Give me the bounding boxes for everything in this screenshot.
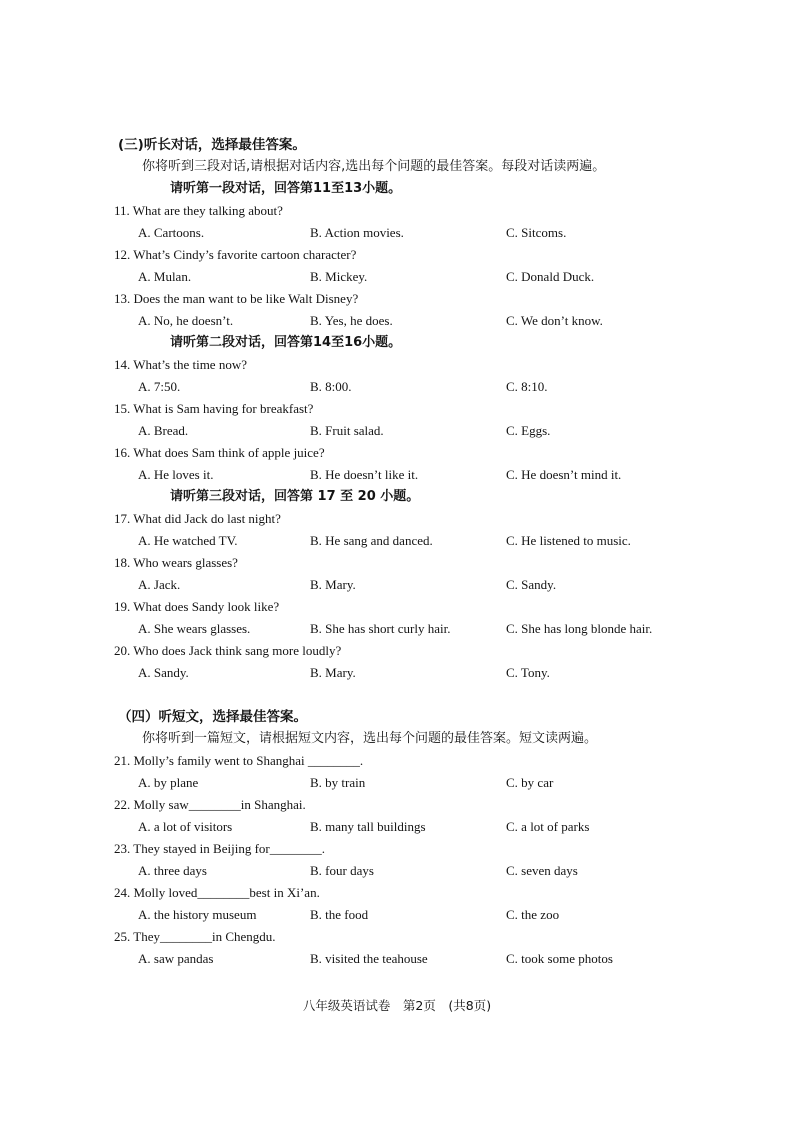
q23-option-c: C. seven days bbox=[506, 863, 578, 878]
q21-option-b: B. by train bbox=[310, 775, 366, 790]
q19-option-c: C. She has long blonde hair. bbox=[506, 621, 653, 636]
q16-option-a: A. He loves it. bbox=[138, 467, 214, 482]
q22-option-b: B. many tall buildings bbox=[310, 819, 426, 834]
q17-option-a: A. He watched TV. bbox=[138, 533, 238, 548]
q12-option-c: C. Donald Duck. bbox=[506, 269, 595, 284]
q16-option-b: B. He doesn’t like it. bbox=[310, 467, 419, 482]
q14-option-c: C. 8:10. bbox=[506, 379, 548, 394]
dialogue-2-heading: 请听第二段对话，回答第14至16小题。 bbox=[170, 335, 402, 350]
question-20: 20. Who does Jack think sang more loudly? bbox=[114, 643, 342, 658]
question-22: 22. Molly saw________in Shanghai. bbox=[114, 797, 306, 812]
question-14: 14. What’s the time now? bbox=[114, 357, 247, 372]
question-18: 18. Who wears glasses? bbox=[114, 555, 238, 570]
q21-option-a: A. by plane bbox=[138, 775, 199, 790]
q20-option-a: A. Sandy. bbox=[138, 665, 189, 680]
question-16: 16. What does Sam think of apple juice? bbox=[114, 445, 325, 460]
page-footer: 八年级英语试卷 第2页 (共8页) bbox=[302, 998, 492, 1013]
q13-option-b: B. Yes, he does. bbox=[310, 313, 393, 328]
q11-option-b: B. Action movies. bbox=[310, 225, 404, 240]
q25-option-c: C. took some photos bbox=[506, 951, 613, 966]
q24-option-a: A. the history museum bbox=[138, 907, 257, 922]
q23-option-b: B. four days bbox=[310, 863, 374, 878]
q24-option-c: C. the zoo bbox=[506, 907, 560, 922]
q19-option-a: A. She wears glasses. bbox=[138, 621, 251, 636]
q14-option-b: B. 8:00. bbox=[310, 379, 352, 394]
q24-option-b: B. the food bbox=[310, 907, 369, 922]
q18-option-a: A. Jack. bbox=[138, 577, 181, 592]
q16-option-c: C. He doesn’t mind it. bbox=[506, 467, 622, 482]
question-13: 13. Does the man want to be like Walt Disney? bbox=[114, 291, 359, 306]
q18-option-c: C. Sandy. bbox=[506, 577, 557, 592]
q22-option-c: C. a lot of parks bbox=[506, 819, 590, 834]
q17-option-c: C. He listened to music. bbox=[506, 533, 631, 548]
section-3-instruction: 你将听到三段对话,请根据对话内容,选出每个问题的最佳答案。每段对话读两遍。 bbox=[142, 159, 606, 174]
q17-option-b: B. He sang and danced. bbox=[310, 533, 433, 548]
question-12: 12. What’s Cindy’s favorite cartoon character? bbox=[114, 247, 357, 262]
q25-option-b: B. visited the teahouse bbox=[310, 951, 428, 966]
q22-option-a: A. a lot of visitors bbox=[138, 819, 233, 834]
q15-option-b: B. Fruit salad. bbox=[310, 423, 384, 438]
q11-option-c: C. Sitcoms. bbox=[506, 225, 567, 240]
q20-option-c: C. Tony. bbox=[506, 665, 550, 680]
dialogue-3-heading: 请听第三段对话，回答第 17 至 20 小题。 bbox=[170, 489, 420, 504]
q12-option-a: A. Mulan. bbox=[138, 269, 192, 284]
q13-option-c: C. We don’t know. bbox=[506, 313, 603, 328]
question-21: 21. Molly’s family went to Shanghai ________. bbox=[114, 753, 364, 768]
q14-option-a: A. 7:50. bbox=[138, 379, 181, 394]
q21-option-c: C. by car bbox=[506, 775, 554, 790]
q25-option-a: A. saw pandas bbox=[138, 951, 214, 966]
question-24: 24. Molly loved________best in Xi’an. bbox=[114, 885, 320, 900]
question-17: 17. What did Jack do last night? bbox=[114, 511, 281, 526]
q20-option-b: B. Mary. bbox=[310, 665, 356, 680]
section-3-title: (三)听长对话，选择最佳答案。 bbox=[118, 137, 306, 153]
dialogue-1-heading: 请听第一段对话，回答第11至13小题。 bbox=[170, 181, 402, 196]
q19-option-b: B. She has short curly hair. bbox=[310, 621, 451, 636]
q23-option-a: A. three days bbox=[138, 863, 207, 878]
question-23: 23. They stayed in Beijing for________. bbox=[114, 841, 325, 856]
section-4-instruction: 你将听到一篇短文，请根据短文内容，选出每个问题的最佳答案。短文读两遍。 bbox=[142, 731, 598, 746]
q12-option-b: B. Mickey. bbox=[310, 269, 368, 284]
question-25: 25. They________in Chengdu. bbox=[114, 929, 276, 944]
q15-option-a: A. Bread. bbox=[138, 423, 189, 438]
q15-option-c: C. Eggs. bbox=[506, 423, 551, 438]
q11-option-a: A. Cartoons. bbox=[138, 225, 205, 240]
question-19: 19. What does Sandy look like? bbox=[114, 599, 280, 614]
question-15: 15. What is Sam having for breakfast? bbox=[114, 401, 314, 416]
q13-option-a: A. No, he doesn’t. bbox=[138, 313, 234, 328]
question-11: 11. What are they talking about? bbox=[114, 203, 283, 218]
section-4-title: （四）听短文，选择最佳答案。 bbox=[118, 709, 307, 725]
q18-option-b: B. Mary. bbox=[310, 577, 356, 592]
